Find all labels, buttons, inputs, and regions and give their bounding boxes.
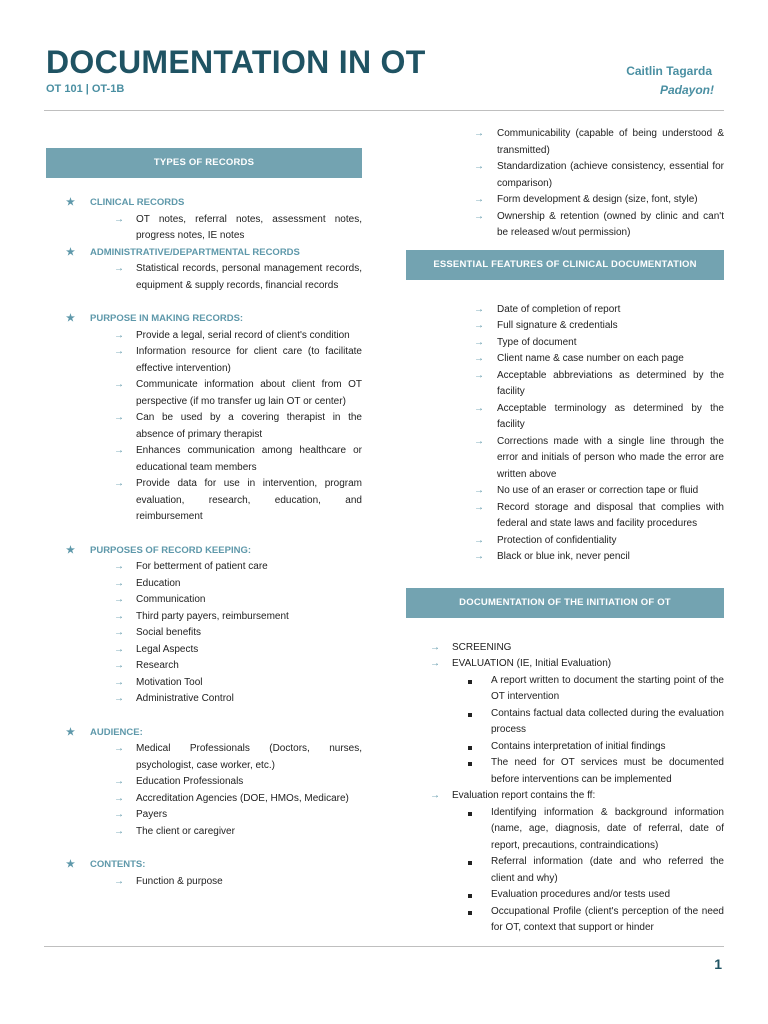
- header-divider: [44, 110, 724, 111]
- item-text: Education Professionals: [136, 776, 244, 787]
- arrow-right-icon: →: [114, 412, 124, 423]
- arrow-right-icon: →: [430, 641, 440, 653]
- arrow-right-icon: →: [474, 303, 484, 315]
- item-text: Contains interpretation of initial findings: [491, 740, 666, 752]
- list-item: [406, 533, 724, 550]
- list-item: [406, 159, 724, 192]
- item-text: Payers: [136, 809, 168, 820]
- arrow-right-icon: →: [114, 743, 124, 754]
- item-text: Communicability (capable of being understood & transmitted): [497, 128, 724, 156]
- left-column: [46, 126, 362, 890]
- bullet-item: [406, 706, 724, 739]
- arrow-right-icon: →: [114, 825, 124, 837]
- list-item: [406, 209, 724, 242]
- list-item: [46, 377, 362, 410]
- item-text: The client or caregiver: [136, 825, 235, 837]
- square-bullet-icon: [468, 812, 472, 816]
- item-text: Client name & case number on each page: [497, 353, 684, 364]
- square-bullet-icon: [468, 713, 472, 717]
- arrow-right-icon: →: [474, 161, 484, 172]
- arrow-right-icon: →: [474, 485, 484, 496]
- list-item: [406, 401, 724, 434]
- item-text: Occupational Profile (client's perception of the need for OT, context that support or hinder: [491, 905, 724, 933]
- item-text: Record storage and disposal that complies with federal and state laws and facility procedures: [497, 501, 724, 529]
- arrow-right-icon: →: [114, 577, 124, 589]
- category-label: PURPOSE IN MAKING RECORDS:: [90, 313, 244, 324]
- arrow-right-icon: →: [114, 676, 124, 688]
- star-icon: ★: [66, 544, 75, 556]
- arrow-right-icon: →: [114, 693, 124, 704]
- item-text: Communication: [136, 594, 206, 605]
- item-text: Statistical records, personal management records, equipment & supply records, financial records: [136, 263, 362, 291]
- category-purpose: [46, 311, 362, 328]
- list-item: [46, 691, 362, 708]
- item-text: Legal Aspects: [136, 643, 199, 655]
- list-item: [46, 642, 362, 659]
- square-bullet-icon: [468, 911, 472, 915]
- list-item: [406, 126, 724, 159]
- list-item: [46, 212, 362, 245]
- arrow-right-icon: →: [114, 776, 124, 787]
- report-bullets: [406, 805, 724, 937]
- list-item: [406, 483, 724, 500]
- category-contents: [46, 857, 362, 874]
- list-item: [46, 476, 362, 526]
- list-item: [406, 368, 724, 401]
- list-item: [46, 328, 362, 345]
- list-item: [46, 344, 362, 377]
- category-label: CONTENTS:: [90, 859, 146, 870]
- square-bullet-icon: [468, 746, 472, 750]
- item-text: Identifying information & background information (name, age, diagnosis, date of referral, date of report, precautions, contraindications): [491, 806, 724, 851]
- banner-essential-features: ESSENTIAL FEATURES OF CLINICAL DOCUMENTATION: [406, 250, 724, 280]
- page-header: [0, 0, 768, 112]
- item-text: Research: [136, 660, 179, 671]
- arrow-right-icon: →: [474, 435, 484, 447]
- list-item: [46, 576, 362, 593]
- category-administrative-records: [46, 245, 362, 262]
- list-item: [406, 335, 724, 352]
- right-column: [406, 126, 724, 937]
- audience-list: [46, 741, 362, 840]
- item-text: The need for OT services must be documented before interventions can be implemented: [491, 757, 724, 785]
- item-text: Protection of confidentiality: [497, 534, 617, 546]
- arrow-right-icon: →: [474, 336, 484, 348]
- category-label: PURPOSES OF RECORD KEEPING:: [90, 544, 251, 556]
- item-text: Standardization (achieve consistency, essential for comparison): [497, 161, 724, 189]
- bullet-item: [406, 755, 724, 788]
- arrow-right-icon: →: [114, 213, 124, 225]
- category-label: CLINICAL RECORDS: [90, 197, 185, 208]
- arrow-right-icon: →: [474, 194, 484, 205]
- list-item: [46, 791, 362, 808]
- list-item: [46, 625, 362, 642]
- list-item: [406, 302, 724, 319]
- category-audience: [46, 725, 362, 742]
- star-icon: ★: [66, 197, 75, 208]
- star-icon: ★: [66, 859, 75, 870]
- arrow-right-icon: →: [430, 658, 440, 669]
- item-text: EVALUATION (IE, Initial Evaluation): [452, 658, 612, 669]
- square-bullet-icon: [468, 861, 472, 865]
- list-item: [46, 443, 362, 476]
- item-text: A report written to document the starting point of the OT intervention: [491, 674, 724, 702]
- item-text: Social benefits: [136, 627, 202, 638]
- item-text: Referral information (date and who referred the client and why): [491, 856, 724, 884]
- clinical-list: [46, 212, 362, 245]
- item-text: Communicate information about client from OT perspective (if mo transfer ug lain OT or center): [136, 379, 362, 407]
- banner-types-of-records: TYPES OF RECORDS: [46, 148, 362, 178]
- arrow-right-icon: →: [114, 445, 124, 456]
- list-item: [406, 192, 724, 209]
- list-item: [46, 874, 362, 891]
- item-text: Education: [136, 577, 181, 589]
- arrow-right-icon: →: [114, 478, 124, 489]
- bullet-item: [406, 739, 724, 756]
- item-text: Ownership & retention (owned by clinic and can't be released w/out permission): [497, 210, 724, 238]
- item-text: Third party payers, reimbursement: [136, 610, 289, 622]
- item-text: OT notes, referral notes, assessment notes, progress notes, IE notes: [136, 213, 362, 241]
- item-text: Accreditation Agencies (DOE, HMOs, Medicare): [136, 792, 349, 804]
- list-item: [46, 807, 362, 824]
- list-item: [46, 261, 362, 294]
- list-item: [406, 656, 724, 673]
- item-text: Medical Professionals (Doctors, nurses, psychologist, case worker, etc.): [136, 743, 362, 771]
- star-icon: ★: [66, 246, 75, 258]
- bullet-item: [406, 673, 724, 706]
- item-text: Date of completion of report: [497, 303, 621, 315]
- page-title: DOCUMENTATION IN OT: [46, 44, 426, 80]
- bullet-item: [406, 904, 724, 937]
- list-item: [406, 788, 724, 805]
- list-item: [46, 410, 362, 443]
- square-bullet-icon: [468, 762, 472, 766]
- item-text: Provide data for use in intervention, program evaluation, research, education, and reimbursement: [136, 478, 362, 522]
- arrow-right-icon: →: [114, 561, 124, 572]
- bullet-item: [406, 854, 724, 887]
- arrow-right-icon: →: [474, 320, 484, 331]
- item-text: Corrections made with a single line through the error and initials of person who made the error are written above: [497, 435, 724, 480]
- arrow-right-icon: →: [114, 875, 124, 887]
- item-text: Information resource for client care (to facilitate effective intervention): [136, 346, 362, 374]
- arrow-right-icon: →: [430, 790, 440, 801]
- item-text: Provide a legal, serial record of client's condition: [136, 329, 350, 341]
- report-list: [406, 788, 724, 805]
- arrow-right-icon: →: [114, 263, 124, 274]
- list-item: [46, 774, 362, 791]
- list-item: [406, 640, 724, 657]
- item-text: Acceptable terminology as determined by the facility: [497, 402, 724, 430]
- item-text: Acceptable abbreviations as determined by the facility: [497, 369, 724, 397]
- arrow-right-icon: →: [474, 369, 484, 381]
- bullet-item: [406, 805, 724, 855]
- list-item: [46, 658, 362, 675]
- arrow-right-icon: →: [474, 551, 484, 562]
- item-text: Can be used by a covering therapist in the absence of primary therapist: [136, 412, 362, 440]
- bullet-item: [406, 887, 724, 904]
- item-text: SCREENING: [452, 641, 512, 653]
- arrow-right-icon: →: [474, 210, 484, 222]
- motto: Padayon!: [659, 83, 714, 97]
- banner-initiation-of-ot: DOCUMENTATION OF THE INITIATION OF OT: [406, 588, 724, 618]
- item-text: Type of document: [497, 336, 577, 348]
- item-text: Evaluation procedures and/or tests used: [491, 889, 670, 900]
- category-label: ADMINISTRATIVE/DEPARTMENTAL RECORDS: [90, 246, 300, 258]
- item-text: Administrative Control: [136, 693, 234, 704]
- contents-list: [46, 874, 362, 891]
- administrative-list: [46, 261, 362, 294]
- course-subtitle: OT 101 | OT-1B: [46, 83, 125, 95]
- arrow-right-icon: →: [114, 346, 124, 357]
- page-number: 1: [714, 956, 722, 972]
- arrow-right-icon: →: [114, 627, 124, 638]
- list-item: [46, 741, 362, 774]
- list-item: [406, 351, 724, 368]
- item-text: Full signature & credentials: [497, 320, 618, 331]
- list-item: [46, 675, 362, 692]
- author-name: Caitlin Tagarda: [626, 64, 712, 78]
- arrow-right-icon: →: [474, 128, 484, 139]
- list-item: [406, 500, 724, 533]
- square-bullet-icon: [468, 894, 472, 898]
- category-record-keeping: [46, 543, 362, 560]
- arrow-right-icon: →: [114, 594, 124, 605]
- arrow-right-icon: →: [474, 501, 484, 513]
- arrow-right-icon: →: [474, 534, 484, 546]
- item-text: For betterment of patient care: [136, 561, 268, 572]
- features-list: [406, 302, 724, 566]
- item-text: Contains factual data collected during the evaluation process: [491, 707, 724, 735]
- square-bullet-icon: [468, 680, 472, 684]
- list-item: [46, 559, 362, 576]
- arrow-right-icon: →: [114, 792, 124, 804]
- arrow-right-icon: →: [474, 402, 484, 414]
- list-item: [406, 434, 724, 484]
- arrow-right-icon: →: [114, 610, 124, 622]
- evaluation-bullets: [406, 673, 724, 789]
- star-icon: ★: [66, 726, 75, 738]
- list-item: [46, 609, 362, 626]
- item-text: Function & purpose: [136, 875, 223, 887]
- list-item: [406, 318, 724, 335]
- list-item: [46, 592, 362, 609]
- item-text: Evaluation report contains the ff:: [452, 790, 596, 801]
- item-text: Enhances communication among healthcare or educational team members: [136, 445, 362, 473]
- category-clinical-records: [46, 195, 362, 212]
- arrow-right-icon: →: [474, 353, 484, 364]
- initiation-list: [406, 640, 724, 673]
- item-text: Black or blue ink, never pencil: [497, 551, 630, 562]
- arrow-right-icon: →: [114, 379, 124, 390]
- item-text: Motivation Tool: [136, 676, 203, 688]
- keeping-list: [46, 559, 362, 708]
- list-item: [406, 549, 724, 566]
- item-text: Form development & design (size, font, style): [497, 194, 698, 205]
- footer-divider: [44, 946, 724, 947]
- arrow-right-icon: →: [114, 809, 124, 820]
- category-label: AUDIENCE:: [90, 726, 143, 738]
- purpose-list: [46, 328, 362, 526]
- arrow-right-icon: →: [114, 643, 124, 655]
- star-icon: ★: [66, 313, 75, 324]
- arrow-right-icon: →: [114, 329, 124, 341]
- arrow-right-icon: →: [114, 660, 124, 671]
- contents-continued-list: [406, 126, 724, 242]
- item-text: No use of an eraser or correction tape or fluid: [497, 485, 699, 496]
- list-item: [46, 824, 362, 841]
